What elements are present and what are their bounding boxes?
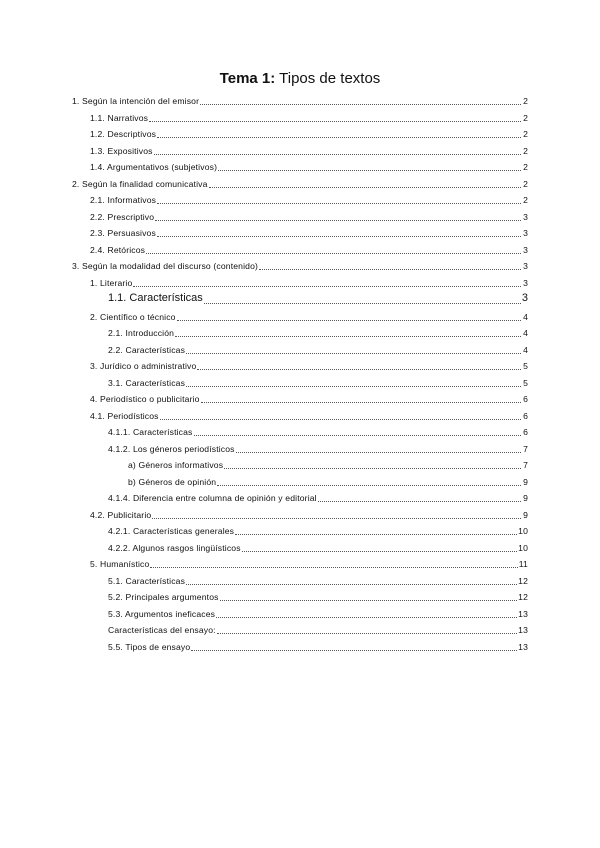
toc-entry[interactable]: 5.1. Características 12 — [108, 575, 528, 586]
toc-page-number: 2 — [523, 129, 528, 139]
toc-page-number: 11 — [518, 559, 528, 569]
toc-entry[interactable]: 2.2. Prescriptivo 3 — [90, 211, 528, 222]
toc-page-number: 6 — [523, 394, 528, 404]
toc-page-number: 2 — [523, 112, 528, 123]
title-rest: Tipos de textos — [275, 70, 381, 87]
toc-page-number: 5 — [523, 377, 528, 388]
toc-entry[interactable]: 4.2. Publicitario 9 — [90, 509, 528, 520]
toc-page-number: 12 — [518, 592, 528, 602]
toc-entry[interactable]: 4.1.2. Los géneros periodísticos 7 — [108, 443, 528, 454]
toc-page-number: 5 — [523, 361, 528, 371]
toc-entry[interactable]: 2. Científico o técnico 4 — [90, 311, 528, 322]
toc-page-number: 10 — [518, 542, 528, 553]
toc-entry[interactable]: 5.3. Argumentos ineficaces 13 — [108, 608, 528, 619]
toc-entry[interactable]: 4.1.1. Características 6 — [108, 427, 528, 437]
toc-page-number: 2 — [523, 178, 528, 189]
toc-page-number: 9 — [523, 476, 528, 487]
toc-entry[interactable]: 1.2. Descriptivos 2 — [90, 129, 528, 139]
toc-page-number: 4 — [523, 344, 528, 355]
toc-page-number: 2 — [523, 162, 528, 172]
toc-page-number: 12 — [518, 575, 528, 586]
toc-entry[interactable]: 4.2.2. Algunos rasgos lingüísticos 10 — [108, 542, 528, 553]
toc-entry[interactable]: 5.5. Tipos de ensayo 13 — [108, 641, 528, 652]
toc-entry[interactable]: 1.1. Narrativos 2 — [90, 112, 528, 123]
toc-page-number: 13 — [518, 641, 528, 652]
toc-entry[interactable]: 1. Literario 3 — [90, 277, 528, 288]
toc-entry[interactable]: 1.1. Características 3 — [108, 292, 528, 304]
toc-page-number: 2 — [523, 96, 528, 106]
toc-entry[interactable]: 5. Humanístico 11 — [90, 559, 528, 569]
toc-entry[interactable]: 4. Periodístico o publicitario 6 — [90, 394, 528, 404]
toc-entry[interactable]: 1.3. Expositivos 2 — [90, 145, 528, 156]
toc-entry[interactable]: 2.1. Introducción 4 — [108, 328, 528, 338]
toc-entry[interactable]: 2.3. Persuasivos 3 — [90, 228, 528, 238]
toc-page-number: 6 — [523, 427, 528, 437]
toc-entry[interactable]: 2.2. Características 4 — [108, 344, 528, 355]
toc-page-number: 2 — [523, 195, 528, 205]
toc-page-number: 3 — [523, 261, 528, 271]
toc-entry[interactable]: 4.1. Periodísticos 6 — [90, 410, 528, 421]
toc-page-number: 3 — [523, 228, 528, 238]
toc-entry[interactable]: 2.4. Retóricos 3 — [90, 244, 528, 255]
toc-page-number: 4 — [523, 311, 528, 322]
toc-entry[interactable]: Características del ensayo: 13 — [108, 625, 528, 635]
toc-page-number: 3 — [523, 244, 528, 255]
toc-page-number: 2 — [523, 145, 528, 156]
toc-entry[interactable]: 5.2. Principales argumentos 12 — [108, 592, 528, 602]
toc-entry[interactable]: 3. Jurídico o administrativo 5 — [90, 361, 528, 371]
toc-entry[interactable]: 4.1.4. Diferencia entre columna de opinión y editorial 9 — [108, 493, 528, 503]
toc-entry[interactable]: 3. Según la modalidad del discurso (contenido) 3 — [72, 261, 528, 271]
toc-page-number: 3 — [523, 211, 528, 222]
toc-page-number: 7 — [523, 443, 528, 454]
toc-page-number: 13 — [518, 625, 528, 635]
toc-page-number: 4 — [523, 328, 528, 338]
toc-entry[interactable]: 2.1. Informativos 2 — [90, 195, 528, 205]
toc-entry[interactable]: b) Géneros de opinión 9 — [128, 476, 528, 487]
toc-entry[interactable]: a) Géneros informativos 7 — [128, 460, 528, 470]
document-title — [0, 70, 600, 87]
toc-entry[interactable]: 3.1. Características 5 — [108, 377, 528, 388]
toc-entry[interactable]: 2. Según la finalidad comunicativa 2 — [72, 178, 528, 189]
title-bold: Tema 1: — [219, 70, 276, 87]
toc-entry[interactable]: 1. Según la intención del emisor 2 — [72, 96, 528, 106]
toc-page-number: 6 — [523, 410, 528, 421]
toc-page-number: 3 — [521, 292, 528, 304]
toc-page-number: 10 — [518, 526, 528, 536]
toc-entry[interactable]: 1.4. Argumentativos (subjetivos) 2 — [90, 162, 528, 172]
toc-page-number: 13 — [518, 608, 528, 619]
toc-page-number: 3 — [523, 277, 528, 288]
toc-entry[interactable]: 4.2.1. Características generales 10 — [108, 526, 528, 536]
toc-page-number: 7 — [523, 460, 528, 470]
toc-page-number: 9 — [523, 493, 528, 503]
toc-page-number: 9 — [523, 509, 528, 520]
